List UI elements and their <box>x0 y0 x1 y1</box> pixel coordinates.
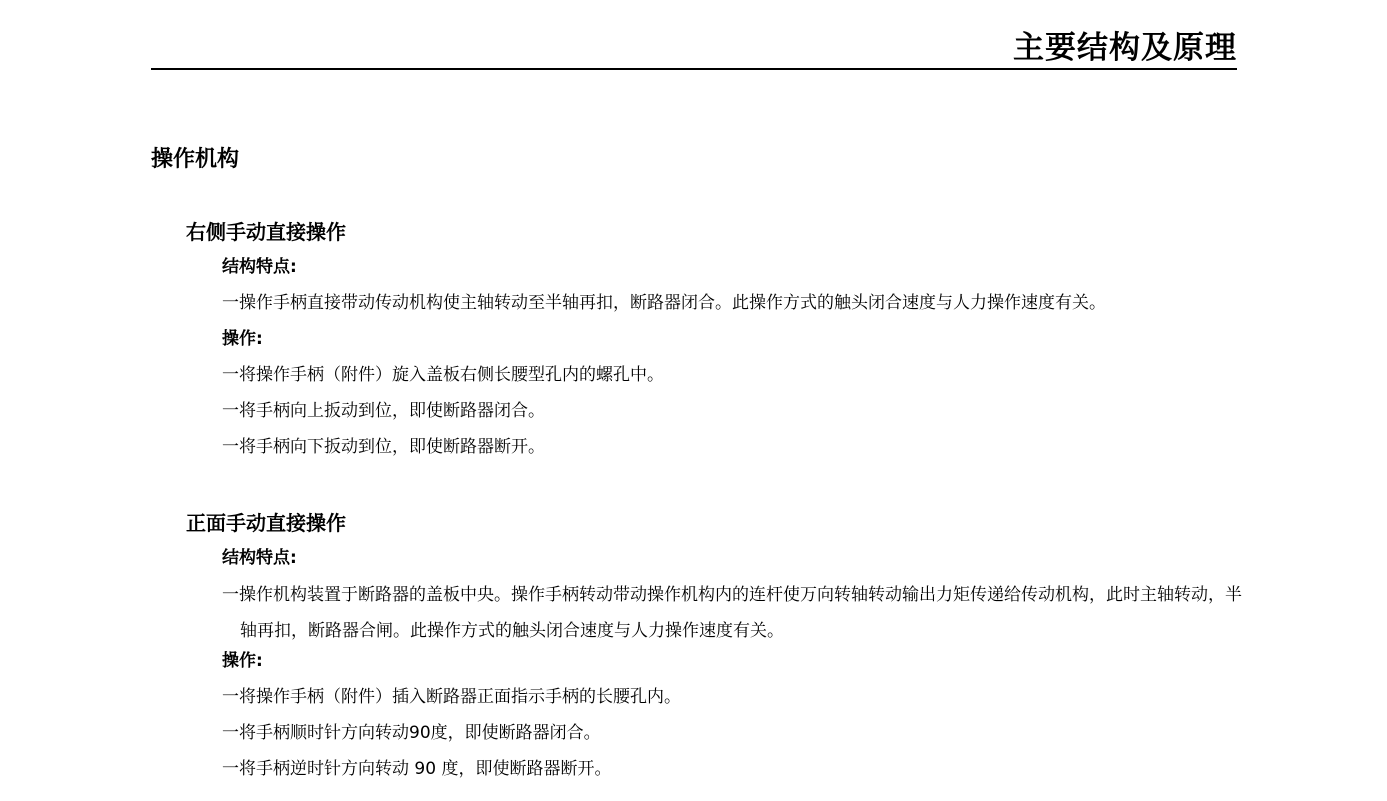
operation-step: 一将操作手柄（附件）旋入盖板右侧长腰型孔内的螺孔中。 <box>222 365 664 385</box>
subsection-title: 正面手动直接操作 <box>186 511 346 535</box>
page-title: 主要结构及原理 <box>1013 30 1237 66</box>
page-header <box>151 28 1237 70</box>
feature-text: 一操作机构装置于断路器的盖板中央。操作手柄转动带动操作机构内的连杆使万向转轴转动输出力矩传递给传动机构，此时主轴转动，半轴再扣，断路器合闸。此操作方式的触头闭合速度与人力操作速度有关。 <box>222 585 1242 641</box>
operation-step: 一将手柄顺时针方向转动90度，即使断路器闭合。 <box>222 723 601 743</box>
feature-label: 结构特点: <box>222 548 297 568</box>
operation-step: 一将手柄向下扳动到位，即使断路器断开。 <box>222 437 545 457</box>
feature-label: 结构特点: <box>222 257 297 277</box>
operation-label: 操作: <box>222 651 263 671</box>
subsection-front-manual <box>186 509 1246 794</box>
feature-text: 一操作手柄直接带动传动机构使主轴转动至半轴再扣，断路器闭合。此操作方式的触头闭合速度与人力操作速度有关。 <box>222 293 1106 313</box>
section-title: 操作机构 <box>151 147 240 172</box>
subsection-right-manual <box>186 218 1246 472</box>
operation-step: 一将手柄逆时针方向转动 90 度，即使断路器断开。 <box>222 759 612 779</box>
operation-label: 操作: <box>222 329 263 349</box>
operation-step: 一将操作手柄（附件）插入断路器正面指示手柄的长腰孔内。 <box>222 687 681 707</box>
subsection-title: 右侧手动直接操作 <box>186 220 346 244</box>
operation-step: 一将手柄向上扳动到位，即使断路器闭合。 <box>222 401 545 421</box>
